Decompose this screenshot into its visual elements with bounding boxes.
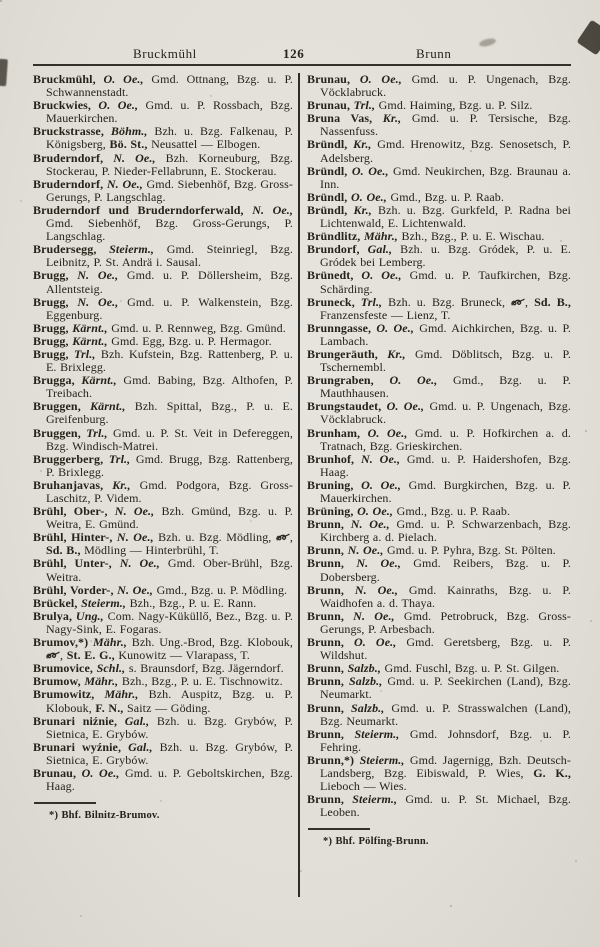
- entry-region: N. Oe.,: [116, 530, 159, 545]
- entry-name: Brugga,: [33, 373, 82, 388]
- entry-region: Kärnt.,: [72, 333, 112, 348]
- entry-text: Gmd. Fuschl, Bzg. u. P. St. Gilgen.: [384, 661, 560, 676]
- entry-text: Gmd. u. P. Ungenach, Bzg. Vöcklabruck.: [320, 72, 571, 100]
- entry-text: Gmd. Johnsdorf, Bzg. u. P. Fehring.: [320, 726, 572, 754]
- column-divider: [298, 73, 300, 897]
- entry-text: Gmd. Siebenhöf, Bzg. Gross-Gerungs, P. Langschlag.: [46, 176, 293, 204]
- entry-text: Gmd. Geretsberg, Bzg. u. P. Wildshut.: [320, 635, 571, 663]
- running-header: [0, 0, 600, 64]
- gazetteer-entry: [33, 741, 293, 767]
- gazetteer-entry: [33, 99, 293, 125]
- entry-text: Bzh. u. Bzg. Mödling,: [158, 530, 276, 545]
- entry-region: N. Oe.,: [360, 451, 407, 466]
- entry-region: O. Oe.,: [361, 477, 409, 492]
- entry-name: Brunn,: [307, 792, 353, 807]
- gazetteer-entry: [307, 728, 571, 754]
- gazetteer-entry: [33, 688, 293, 714]
- entry-text: Gmd. Reibers, Bzg. u. P. Dobersberg.: [320, 556, 572, 584]
- entry-text: Gmd. Burgkirchen, Bzg. u. P. Mauerkirchen.: [320, 477, 571, 505]
- entry-name: Bruhanjavas,: [33, 477, 113, 492]
- entry-text: Gmd. Petrobruck, Bzg. Gross-Gerungs, P. Arbesbach.: [320, 608, 571, 636]
- entry-text: Gmd., Bzg. u. P. Raab.: [390, 189, 504, 204]
- entry-text: Franzensfeste — Lienz, T.: [320, 307, 451, 322]
- column-left: [33, 73, 293, 848]
- entry-text: Gmd. Ottnang, Bzg. u. P. Schwannenstadt.: [46, 72, 293, 100]
- text-columns: [0, 73, 600, 848]
- gazetteer-entry: [307, 675, 571, 701]
- entry-name: Bründl,: [307, 137, 354, 152]
- gazetteer-entry: [307, 243, 571, 269]
- entry-text: Bzh., Bzg., P. u. E. Wischau.: [401, 229, 545, 244]
- entry-name: Bruggerberg,: [33, 451, 109, 466]
- entry-name: Brunham,: [307, 425, 368, 440]
- gazetteer-entry: [307, 479, 571, 505]
- entry-name: Bründlitz,: [307, 229, 364, 244]
- gazetteer-entry: [307, 453, 571, 479]
- entry-text: Gmd. u. P. Ungenach, Bzg. Vöcklabruck.: [320, 399, 571, 427]
- entry-text: ,: [60, 648, 67, 663]
- entry-text: Gmd. u. P. Seekirchen (Land), Bzg. Neumarkt.: [320, 674, 572, 702]
- entry-text: Gmd. Jagernigg, Bzh. Deutsch-Landsberg, Bzg. Eibiswald, P. Wies,: [320, 752, 572, 780]
- entry-region: N. Oe.,: [350, 517, 397, 532]
- entry-region: N. Oe.,: [77, 294, 128, 309]
- entry-name: Brunari wyźnie,: [33, 739, 129, 754]
- entry-text: Com. Nagy-Küküllő, Bez., Bzg. u. P. Nagy-Sink, E. Fogaras.: [46, 608, 293, 636]
- entry-name: Brundorf,: [307, 242, 368, 257]
- footnote-separator: [34, 802, 96, 804]
- entry-name: Brumov,*): [33, 635, 94, 650]
- entry-railway: St. E. G.,: [66, 648, 119, 663]
- gazetteer-entry: [33, 178, 293, 204]
- entry-name: Brungraben,: [307, 373, 390, 388]
- entry-name: Bründl,: [307, 163, 352, 178]
- entry-name: Brünedt,: [307, 268, 362, 283]
- entry-name: Brühl, Unter-,: [33, 556, 120, 571]
- entry-region: O. Oe.,: [81, 765, 126, 780]
- gazetteer-entry: [307, 584, 571, 610]
- entry-region: Trl.,: [360, 294, 389, 309]
- entry-name: Brunn,: [307, 635, 355, 650]
- entry-region: Trl.,: [86, 425, 114, 440]
- entry-name: Bruneck,: [307, 294, 361, 309]
- gazetteer-entry: [307, 348, 571, 374]
- entry-name: Bruna Vas,: [307, 111, 383, 126]
- entry-name: Brugg,: [33, 268, 78, 283]
- entry-region: N. Oe.,: [106, 176, 147, 191]
- gazetteer-entry: [33, 400, 293, 426]
- entry-region: N. Oe.,: [113, 150, 166, 165]
- entry-region: Kr.,: [387, 346, 416, 361]
- entry-text: Gmd. Hrenowitz, Bzg. Senosetsch, P. Adelsberg.: [320, 137, 571, 165]
- entry-region: N. Oe.,: [117, 582, 157, 597]
- entry-text: Gmd. Siebenhöf, Bzg. Gross-Gerungs, P. Langschlag.: [46, 216, 293, 244]
- entry-text: Gmd. Brugg, Bzg. Rattenberg, P. Brixlegg.: [46, 451, 293, 479]
- entry-text: Gmd. Döblitsch, Bzg. u. P. Tschernembl.: [320, 346, 571, 375]
- entry-text: ,: [289, 530, 293, 545]
- entry-name: Brunngasse,: [307, 320, 377, 335]
- entry-region: Steierm.,: [354, 726, 410, 741]
- entry-region: Mähr.,: [93, 635, 132, 650]
- entry-region: N. Oe.,: [114, 504, 162, 519]
- gazetteer-entry: [307, 793, 571, 819]
- entry-region: Mähr.,: [104, 687, 149, 702]
- entry-name: Bruderndorf und Bruderndorferwald,: [33, 202, 253, 217]
- entry-text: Gmd. Steinriegl, Bzg. Leibnitz, P. St. Andrä i. Sausal.: [46, 242, 293, 270]
- entry-name: Brühl, Hinter-,: [33, 530, 117, 545]
- entry-text: Gmd. u. P. Strasswalchen (Land), Bzg. Neumarkt.: [320, 700, 572, 728]
- entry-name: Brunau,: [307, 98, 354, 113]
- entry-region: O. Oe.,: [103, 72, 152, 86]
- entry-text: ,: [525, 294, 535, 309]
- gazetteer-entry: [307, 322, 571, 348]
- entry-name: Brunau,: [307, 72, 360, 86]
- entry-text: Bzh., Bzg., P. u. E. Tischnowitz.: [121, 674, 283, 689]
- entry-region: O. Oe.,: [354, 635, 407, 650]
- entry-text: Bzh. u. Bzg. Bruneck,: [388, 294, 512, 309]
- entry-region: Salzb.,: [351, 700, 392, 715]
- entry-name: Brühl, Ober-,: [33, 504, 115, 519]
- entry-region: N. Oe.,: [77, 268, 127, 283]
- entry-text: s. Braunsdorf, Bzg. Jägerndorf.: [128, 661, 284, 676]
- entry-name: Brulya,: [33, 608, 76, 623]
- entry-region: Ung.,: [75, 608, 108, 623]
- entry-text: Bzh., Bzg., P. u. E. Rann.: [129, 595, 257, 610]
- gazetteer-entry: [307, 374, 571, 400]
- entry-name: Brungstaudet,: [307, 399, 387, 414]
- entry-name: Bruggen,: [33, 399, 91, 414]
- entry-name: Brugg,: [33, 320, 73, 335]
- entry-text: Gmd. Egg, Bzg. u. P. Hermagor.: [111, 333, 272, 348]
- entry-region: O. Oe.,: [386, 399, 430, 414]
- gazetteer-entry: [33, 505, 293, 531]
- entry-name: Bründl,: [307, 189, 351, 204]
- column-right: [307, 73, 571, 848]
- page-number: 126: [283, 46, 305, 61]
- gazetteer-entry: [307, 427, 571, 453]
- entry-text: Gmd. u. P. Hofkirchen a. d. Tratnach, Bzg. Grieskirchen.: [320, 425, 571, 453]
- entry-region: Mähr.,: [84, 674, 122, 689]
- entry-railway: Sd. B.,: [46, 543, 85, 558]
- entry-region: Trl.,: [353, 98, 379, 113]
- entry-region: Böhm.,: [110, 124, 155, 139]
- entry-name: Bruckwies,: [33, 98, 99, 113]
- entry-railway: F. N.,: [95, 700, 128, 715]
- entry-text: Gmd. u. P. Schwarzenbach, Bzg. Kirchberg a. d. Pielach.: [320, 517, 571, 545]
- entry-region: Schl.,: [96, 661, 129, 676]
- entry-text: Gmd. u. P. Rennweg, Bzg. Gmünd.: [111, 320, 286, 335]
- entry-region: O. Oe.,: [351, 163, 394, 178]
- entry-text: Mödling — Hinterbrühl, T.: [84, 543, 219, 558]
- entry-name: Bründl,: [307, 202, 354, 217]
- entry-text: Gmd. u. P. Walkenstein, Bzg. Eggenburg.: [46, 294, 293, 322]
- gazetteer-entry: [33, 531, 293, 557]
- gazetteer-entry: [307, 269, 571, 295]
- entry-region: O. Oe.,: [98, 98, 146, 113]
- entry-text: Bzh. Ung.-Brod, Bzg. Klobouk,: [131, 635, 293, 650]
- entry-region: N. Oe.,: [356, 556, 414, 571]
- entry-region: Gal.,: [367, 242, 401, 257]
- entry-text: Gmd., Bzg. u. P. Raab.: [396, 504, 511, 519]
- entry-name: Brugg,: [33, 333, 73, 348]
- gazetteer-entry: [307, 518, 571, 544]
- entry-text: Gmd. u. P. Pyhra, Bzg. St. Pölten.: [387, 543, 556, 558]
- gazetteer-entry: [33, 715, 293, 741]
- gazetteer-entry: [307, 296, 571, 322]
- gazetteer-entry: [33, 557, 293, 583]
- gazetteer-entry: [33, 73, 293, 99]
- entry-name: Bruckstrasse,: [33, 124, 111, 139]
- entry-region: O. Oe.,: [367, 425, 415, 440]
- entry-text: Bzh. Korneuburg, Bzg. Stockerau, P. Nieder-Fellabrunn, E. Stockerau.: [46, 150, 293, 178]
- gazetteer-entry: [33, 479, 293, 505]
- entry-text: Bzh. u. Bzg. Grybów, P. Sietnica, E. Grybów.: [46, 739, 293, 767]
- entry-text: Bzh. Kufstein, Bzg. Rattenberg, P. u. E. Brixlegg.: [46, 346, 293, 375]
- entry-name: Brugg,: [33, 294, 78, 309]
- entry-region: O. Oe.,: [351, 189, 391, 204]
- entry-region: Kr.,: [353, 137, 378, 152]
- entry-region: Salzb.,: [348, 674, 388, 689]
- entry-region: Gal.,: [128, 739, 160, 754]
- gazetteer-entry: [307, 112, 571, 138]
- entry-text: Gmd. Haiming, Bzg. u. P. Silz.: [378, 98, 533, 113]
- entry-text: Bzh. u. Bzg. Grybów, P. Sietnica, E. Grybów.: [46, 713, 293, 741]
- entry-region: N. Oe.,: [347, 543, 388, 558]
- entry-region: O. Oe.,: [361, 268, 410, 283]
- entry-name: Brückel,: [33, 595, 82, 610]
- entry-text: Gmd. Ober-Brühl, Bzg. Weitra.: [46, 556, 293, 584]
- entry-region: Kärnt.,: [90, 399, 135, 414]
- entry-name: Brunau,: [33, 765, 82, 780]
- entry-text: Gmd. u. P. Haidershofen, Bzg. Haag.: [320, 451, 571, 479]
- entry-railway: Bö. St.,: [109, 137, 152, 152]
- entry-text: Gmd. Kainraths, Bzg. u. P. Waidhofen a. d. Thaya.: [320, 582, 571, 610]
- gazetteer-entry: [33, 296, 293, 322]
- entry-region: Salzb.,: [347, 661, 385, 676]
- gazetteer-entry: [33, 243, 293, 269]
- header-rule: [33, 64, 571, 66]
- entry-region: Steierm.,: [109, 242, 167, 257]
- entry-text: Gmd. Aichkirchen, Bzg. u. P. Lambach.: [320, 320, 572, 348]
- gazetteer-entry: [307, 204, 571, 230]
- entry-region: Steierm.,: [359, 752, 410, 767]
- entry-region: O. Oe.,: [359, 72, 412, 86]
- footnote: *) Bhf. Bilnitz-Brumov.: [49, 809, 160, 821]
- entry-region: N. Oe.,: [354, 582, 409, 597]
- postal-horn-icon: [511, 295, 525, 309]
- gazetteer-entry: [33, 610, 293, 636]
- entry-text: Gmd. u. P. Geboltskirchen, Bzg. Haag.: [46, 765, 293, 794]
- header-keyword-right: Brunn: [416, 46, 452, 61]
- entry-region: Trl.,: [74, 346, 101, 361]
- footnote: *) Bhf. Pölfing-Brunn.: [323, 835, 429, 847]
- entry-name: Brunn,: [307, 700, 351, 715]
- entry-text: Bzh. u. Bzg. Falkenau, P. Königsberg,: [46, 124, 293, 152]
- entry-name: Brunn,: [307, 517, 351, 532]
- entry-text: Gmd. u. P. St. Veit in Defereggen, Bzg. Windisch-Matrei.: [46, 425, 293, 453]
- entry-text: Gmd. u. P. St. Michael, Bzg. Leoben.: [320, 792, 571, 820]
- entry-name: Brunhof,: [307, 451, 361, 466]
- gazetteer-entry: [307, 636, 571, 662]
- gazetteer-entry: [307, 702, 571, 728]
- gazetteer-entry: [307, 400, 571, 426]
- entry-text: Bzh. Gmünd, Bzg. u. P. Weitra, E. Gmünd.: [46, 504, 293, 532]
- entry-name: Bruggen,: [33, 425, 87, 440]
- entry-name: Brunn,: [307, 661, 348, 676]
- gazetteer-entry: [307, 754, 571, 793]
- entry-text: Gmd. u. P. Rossbach, Bzg. Mauerkirchen.: [46, 98, 293, 126]
- entry-text: Bzh. Auspitz, Bzg. u. P. Klobouk,: [46, 687, 293, 715]
- entry-name: Brumovice,: [33, 661, 97, 676]
- entry-region: N. Oe.,: [119, 556, 168, 571]
- entry-text: Gmd. Podgora, Bzg. Gross-Laschitz, P. Videm.: [46, 477, 293, 505]
- postal-horn-icon: [276, 530, 290, 544]
- gazetteer-entry: [33, 374, 293, 400]
- entry-region: Kr.,: [382, 111, 412, 126]
- entry-region: Steierm.,: [81, 595, 130, 610]
- gazetteer-entry: [33, 767, 293, 793]
- gazetteer-entry: [33, 125, 293, 151]
- entry-text: Gmd. u. P. Tersische, Bzg. Nassenfuss.: [320, 111, 572, 139]
- entry-railway: Sd. B.,: [534, 294, 571, 309]
- entry-name: Brungeräuth,: [307, 346, 388, 361]
- entry-region: Kärnt.,: [81, 373, 124, 388]
- gazetteer-entry: [307, 73, 571, 99]
- entry-text: Neusattel — Elbogen.: [151, 137, 261, 152]
- gazetteer-entry: [33, 204, 293, 243]
- entry-name: Brunn,: [307, 608, 354, 623]
- gazetteer-entry: [33, 427, 293, 453]
- entry-region: O. Oe.,: [376, 320, 420, 335]
- entry-text: Saitz — Göding.: [127, 700, 211, 715]
- gazetteer-entry: [33, 269, 293, 295]
- entry-name: Brumow,: [33, 674, 85, 689]
- entry-name: Brühl, Vorder-,: [33, 582, 118, 597]
- entry-text: Gmd. Neukirchen, Bzg. Braunau a. Inn.: [320, 163, 571, 191]
- entry-text: Gmd. u. P. Taufkirchen, Bzg. Schärding.: [320, 268, 571, 296]
- entry-name: Bruning,: [307, 477, 362, 492]
- entry-name: Brunn,: [307, 556, 357, 571]
- entry-name: Brunari niźnie,: [33, 713, 125, 728]
- gazetteer-entry: [33, 152, 293, 178]
- header-keyword-left: Bruckmühl: [133, 46, 197, 61]
- entry-text: Gmd. u. P. Döllersheim, Bzg. Allentsteig.: [46, 268, 293, 296]
- postal-horn-icon: [46, 648, 60, 662]
- entry-name: Brunn,: [307, 582, 355, 597]
- entry-name: Brunn,: [307, 726, 355, 741]
- entry-text: Bzh. u. Bzg. Gródek, P. u. E. Gródek bei Lemberg.: [320, 242, 571, 270]
- entry-name: Bruderndorf,: [33, 176, 107, 191]
- entry-region: O. Oe.,: [357, 504, 397, 519]
- entry-region: Kr.,: [353, 202, 378, 217]
- gazetteer-entry: [307, 610, 571, 636]
- entry-text: Gmd., Bzg. u. P. Mauthhausen.: [320, 373, 571, 401]
- entry-text: Lieboch — Wies.: [320, 779, 407, 794]
- entry-name: Brugg,: [33, 346, 75, 361]
- entry-name: Brunn,: [307, 674, 349, 689]
- entry-region: Trl.,: [108, 451, 136, 466]
- entry-region: N. Oe.,: [353, 608, 404, 623]
- entry-railway: G. K.,: [533, 765, 571, 780]
- entry-name: Brumowitz,: [33, 687, 105, 702]
- entry-name: Brüning,: [307, 504, 358, 519]
- entry-region: Mähr.,: [363, 229, 402, 244]
- entry-region: N. Oe.,: [252, 202, 293, 217]
- entry-name: Brunn,*): [307, 752, 360, 767]
- entry-region: O. Oe.,: [389, 373, 454, 388]
- entry-name: Bruderndorf,: [33, 150, 114, 165]
- entry-text: Gmd., Bzg. u. P. Mödling.: [156, 582, 288, 597]
- entry-text: Gmd. Babing, Bzg. Althofen, P. Treibach.: [46, 373, 293, 401]
- entry-name: Bruckmühl,: [33, 72, 104, 86]
- entry-name: Brudersegg,: [33, 242, 110, 257]
- gazetteer-entry: [33, 453, 293, 479]
- entry-text: Bzh. u. Bzg. Gurkfeld, P. Radna bei Lichtenwald, E. Lichtenwald.: [320, 202, 571, 231]
- footnote-separator: [308, 828, 370, 830]
- gazetteer-entry: [307, 165, 571, 191]
- gazetteer-entry: [33, 636, 293, 662]
- entry-region: Steierm.,: [352, 792, 406, 807]
- entry-region: Kr.,: [112, 477, 140, 492]
- entry-name: Brunn,: [307, 543, 348, 558]
- entry-region: Gal.,: [124, 713, 157, 728]
- entry-text: Kunowitz — Vlarapass, T.: [118, 648, 250, 663]
- gazetteer-entry: [307, 557, 571, 583]
- gazetteer-entry: [307, 138, 571, 164]
- entry-region: Kärnt.,: [72, 320, 112, 335]
- entry-text: Bzh. Spittal, Bzg., P. u. E. Greifenburg.: [46, 399, 294, 427]
- gazetteer-entry: [33, 348, 293, 374]
